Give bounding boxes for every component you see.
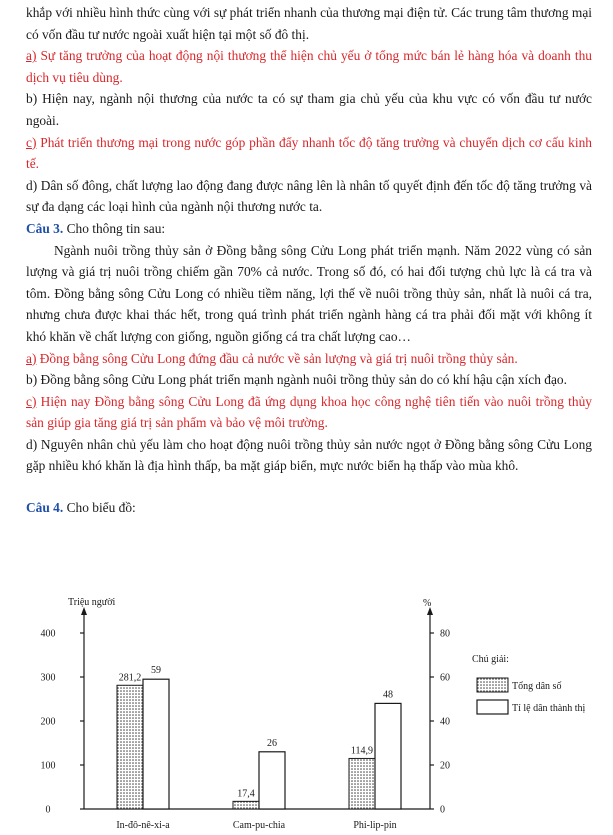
legend-title: Chú giải:	[472, 654, 509, 665]
q4-header	[26, 497, 592, 519]
q4-intro: Cho biểu đồ:	[66, 500, 136, 516]
q3-passage: Ngành nuôi trồng thủy sản ở Đồng bằng sông Cửu Long phát triển mạnh. Năm 2022 vùng có sản lượng và giá trị nuôi trồng chiếm gần 70% cả nước. Trong số đó, có hai đối tượng chủ lực là cá tra và tôm. Đồng bằng sông Cửu Long có nhiều tiềm năng, lợi thế về nuôi trồng thủy sản, nhất là nuôi cá tra, nhưng chưa được khai thác hết, trong quá trình phát triển ngành hàng cá tra phải đối mặt với không ít khó khăn về chất lượng con giống, nguồn giống cá tra chất lượng cao…	[26, 242, 592, 344]
data-label-urban-rate: 26	[267, 737, 277, 749]
bar-urban-rate	[143, 679, 169, 809]
left-tick-label: 400	[40, 628, 56, 640]
left-tick-label: 0	[45, 804, 51, 816]
q2-statement-c-text: Phát triển thương mại trong nước góp phần đẩy nhanh tốc độ tăng trưởng và chuyển dịch cơ cấu kinh tế.	[26, 134, 592, 172]
data-label-total-population: 17,4	[237, 788, 255, 800]
q3-statement-c-text: Hiện nay Đồng bằng sông Cửu Long đã ứng dụng khoa học công nghệ tiên tiến vào nuôi trồng thủy sản giúp gia tăng giá trị sản phẩm và bảo vệ môi trường.	[26, 393, 592, 431]
legend-swatch-total-population	[477, 678, 508, 692]
right-tick-label: 40	[440, 716, 450, 728]
right-tick-label: 20	[440, 760, 450, 772]
chart-svg	[0, 588, 613, 835]
q3-statement-d: d) Nguyên nhân chủ yếu làm cho hoạt động nuôi trồng thủy sản nước ngọt ở Đồng bằng sông Cửu Long gặp nhiều khó khăn là địa hình thấp, ba mặt giáp biển, mực nước biển hạ thấp vào mùa khô.	[26, 436, 592, 474]
right-tick-label: 80	[440, 628, 450, 640]
bar-total-population	[117, 685, 143, 809]
q3-statement-a: a) Đồng bằng sông Cửu Long đứng đầu cả nước về sản lượng và giá trị nuôi trồng thủy sản.	[26, 350, 518, 366]
right-tick-label: 60	[440, 672, 450, 684]
left-axis-title: Triệu người	[68, 597, 116, 608]
q2-statement-b: b) Hiện nay, ngành nội thương của nước ta có sự tham gia chủ yếu của khu vực có vốn đầu tư nước ngoài.	[26, 91, 592, 128]
document-text	[26, 2, 592, 519]
population-chart	[0, 588, 613, 835]
bar-urban-rate	[375, 703, 401, 809]
left-tick-label: 200	[40, 716, 56, 728]
bar-total-population	[349, 758, 375, 809]
q2-statement-c: c) Phát triển thương mại trong nước góp phần đẩy nhanh tốc độ tăng trưởng và chuyển dịch cơ cấu kinh tế.	[26, 134, 592, 172]
right-axis-title: %	[423, 598, 432, 609]
paragraph-continuation: khắp với nhiều hình thức cùng với sự phát triển nhanh của thương mại điện tử. Các trung tâm thương mại có vốn đầu tư nước ngoài xuất hiện tại một số đô thị.	[26, 5, 592, 42]
q2-statement-d: d) Dân số đông, chất lượng lao động đang được nâng lên là nhân tố quyết định đến tốc độ tăng trưởng và sự đa dạng các loại hình của ngành nội thương nước ta.	[26, 177, 592, 215]
q2-statement-a-text: Sự tăng trưởng của hoạt động nội thương thể hiện chủ yếu ở tổng mức bán lẻ hàng hóa và doanh thu dịch vụ tiêu dùng.	[26, 48, 592, 85]
left-tick-label: 100	[40, 760, 56, 772]
right-tick-label: 0	[440, 804, 445, 816]
data-label-urban-rate: 59	[151, 665, 161, 677]
bar-urban-rate	[259, 752, 285, 809]
legend-label-urban-rate: Tỉ lệ dân thành thị	[512, 703, 586, 714]
category-label: Phi-lip-pin	[353, 820, 397, 831]
q3-statement-a-text: Đồng bằng sông Cửu Long đứng đầu cả nước về sản lượng và giá trị nuôi trồng thủy sản.	[36, 350, 518, 366]
category-label: Cam-pu-chia	[232, 820, 286, 831]
data-label-total-population: 114,9	[350, 745, 374, 757]
q3-statement-c: c) Hiện nay Đồng bằng sông Cửu Long đã ứng dụng khoa học công nghệ tiên tiến vào nuôi trồng thủy sản giúp gia tăng giá trị sản phẩm và bảo vệ môi trường.	[26, 393, 592, 431]
left-axis-arrow	[81, 607, 87, 615]
bar-total-population	[233, 801, 259, 809]
left-tick-label: 300	[40, 672, 56, 684]
legend-label-total-population: Tổng dân số	[512, 681, 562, 692]
q3-label: Câu 3.	[26, 220, 64, 236]
q3-statement-b: b) Đồng bằng sông Cửu Long phát triển mạnh ngành nuôi trồng thủy sản do có khí hậu cận xích đạo.	[26, 372, 567, 388]
category-label: In-đô-nê-xi-a	[116, 820, 170, 831]
q2-statement-a: a) Sự tăng trưởng của hoạt động nội thương thể hiện chủ yếu ở tổng mức bán lẻ hàng hóa và doanh thu dịch vụ tiêu dùng.	[26, 48, 592, 85]
q4-label: Câu 4.	[26, 500, 64, 516]
q3-intro: Cho thông tin sau:	[66, 220, 166, 236]
data-label-total-population: 281,2	[118, 672, 142, 684]
data-label-urban-rate: 48	[383, 689, 393, 701]
legend-swatch-urban-rate	[477, 700, 508, 714]
q3-header	[26, 218, 592, 240]
